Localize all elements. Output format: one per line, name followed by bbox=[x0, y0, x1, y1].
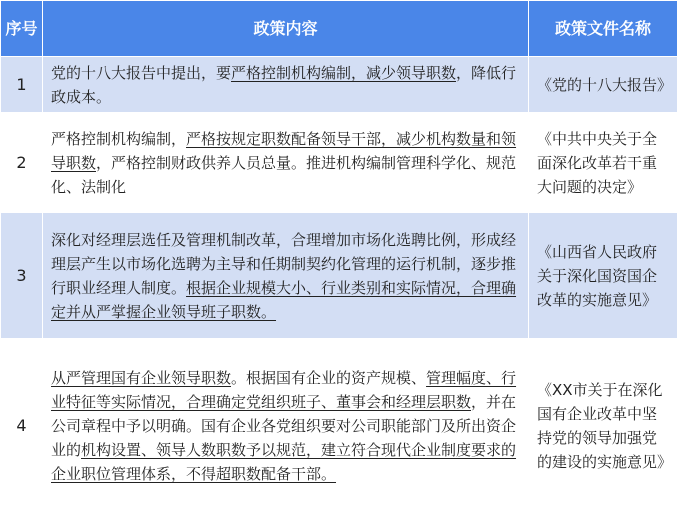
policy-content bbox=[43, 339, 529, 513]
content-segment-underlined: 机构设置、领导人数职数予以规范，建立符合现代企业制度要求的企业职位管理体系，不得超职数配备干部。 bbox=[51, 440, 517, 483]
row-number: 4 bbox=[1, 339, 43, 513]
table-row bbox=[1, 57, 677, 113]
row-number: 2 bbox=[1, 113, 43, 213]
content-segment: 严格控制机构编制， bbox=[51, 129, 187, 148]
content-segment: 深化对经理层选任及管理机制改革，合理增加市场化选聘比例，形成经理层产生以市场化选聘为主导和任期制契约化管理的运行机制，逐步推行职业经理人制度。 bbox=[51, 230, 517, 297]
table-row bbox=[1, 213, 677, 339]
policy-content bbox=[43, 57, 529, 113]
content-segment: ，并在公司章程中予以明确。国有企业各党组织要对公司职能部门及所出资企业的 bbox=[51, 392, 517, 459]
content-segment: ，严格控制财政供养人员总量。推进机构编制管理科学化、规范化、法制化 bbox=[51, 153, 517, 196]
content-segment: 党的十八大报告中提出，要 bbox=[51, 63, 232, 82]
content-segment-underlined: 严格按规定职数配备领导干部，减少机构数量和领导职数 bbox=[51, 129, 517, 172]
policy-content bbox=[43, 213, 529, 339]
content-segment-underlined: 严格控制机构编制，减少领导职数 bbox=[231, 63, 457, 82]
policy-content bbox=[43, 113, 529, 213]
table-row bbox=[1, 339, 677, 513]
content-segment-underlined: 从严管理国有企业领导职数 bbox=[51, 368, 232, 387]
header-doc: 政策文件名称 bbox=[529, 1, 677, 57]
policy-doc-name: 《山西省人民政府关于深化国资国企改革的实施意见》 bbox=[529, 213, 677, 339]
policy-doc-name: 《XX市关于在深化国有企业改革中坚持党的领导加强党的建设的实施意见》 bbox=[529, 339, 677, 513]
table-row bbox=[1, 113, 677, 213]
content-segment: 。根据国有企业的资产规模、 bbox=[231, 368, 427, 387]
content-segment: ，降低行政成本。 bbox=[51, 63, 517, 106]
row-number: 1 bbox=[1, 57, 43, 113]
header-content: 政策内容 bbox=[43, 1, 529, 57]
content-segment-underlined: 根据企业规模大小、行业类别和实际情况，合理确定并从严掌握企业领导班子职数。 bbox=[51, 278, 517, 321]
row-number: 3 bbox=[1, 213, 43, 339]
policy-doc-name: 《党的十八大报告》 bbox=[529, 57, 677, 113]
header-row bbox=[1, 1, 677, 57]
policy-doc-name: 《中共中央关于全面深化改革若干重大问题的决定》 bbox=[529, 113, 677, 213]
header-seq: 序号 bbox=[1, 1, 43, 57]
content-segment-underlined: 管理幅度、行业特征等实际情况，合理确定党组织班子、董事会和经理层职数 bbox=[51, 368, 517, 411]
